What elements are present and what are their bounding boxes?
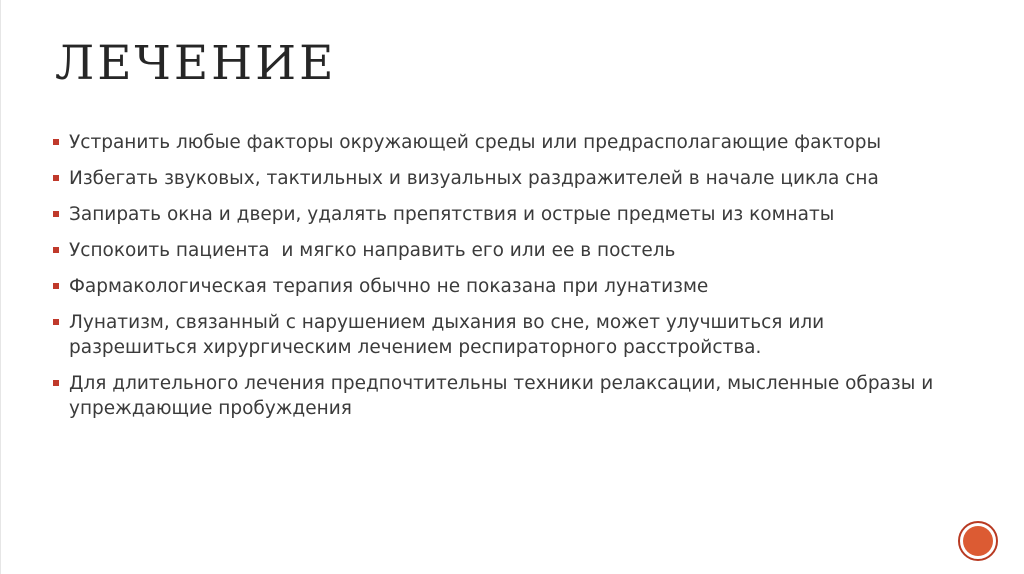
bullet-item bbox=[51, 166, 951, 191]
bullet-text: Запирать окна и двери, удалять препятствия и острые предметы из комнаты bbox=[69, 204, 835, 225]
bullet-square-icon bbox=[53, 283, 59, 289]
bullet-item bbox=[51, 130, 951, 155]
bullet-text: Лунатизм, связанный с нарушением дыхания во сне, может улучшиться или разрешиться хирургическим лечением респираторного расстройства. bbox=[69, 312, 825, 358]
bullet-square-icon bbox=[53, 175, 59, 181]
bullet-square-icon bbox=[53, 211, 59, 217]
bullet-square-icon bbox=[53, 319, 59, 325]
bullet-square-icon bbox=[53, 380, 59, 386]
bullet-item bbox=[51, 371, 951, 421]
bullet-square-icon bbox=[53, 139, 59, 145]
circle-next-slide-icon[interactable] bbox=[958, 521, 998, 561]
bullet-item bbox=[51, 238, 951, 263]
bullet-text: Устранить любые факторы окружающей среды или предрасполагающие факторы bbox=[69, 132, 882, 153]
bullet-item bbox=[51, 274, 951, 299]
bullet-text: Для длительного лечения предпочтительны техники релаксации, мысленные образы и упреждающие пробуждения bbox=[69, 373, 934, 419]
bullet-item bbox=[51, 202, 951, 227]
bullet-square-icon bbox=[53, 247, 59, 253]
bullet-text: Успокоить пациента и мягко направить его или ее в постель bbox=[69, 240, 676, 261]
nav-button-fill bbox=[963, 526, 993, 556]
bullet-text: Избегать звуковых, тактильных и визуальных раздражителей в начале цикла сна bbox=[69, 168, 879, 189]
bullet-list bbox=[51, 130, 951, 432]
bullet-text: Фармакологическая терапия обычно не показана при лунатизме bbox=[69, 276, 709, 297]
bullet-item bbox=[51, 310, 951, 360]
slide-title: ЛЕЧЕНИЕ bbox=[55, 36, 337, 91]
